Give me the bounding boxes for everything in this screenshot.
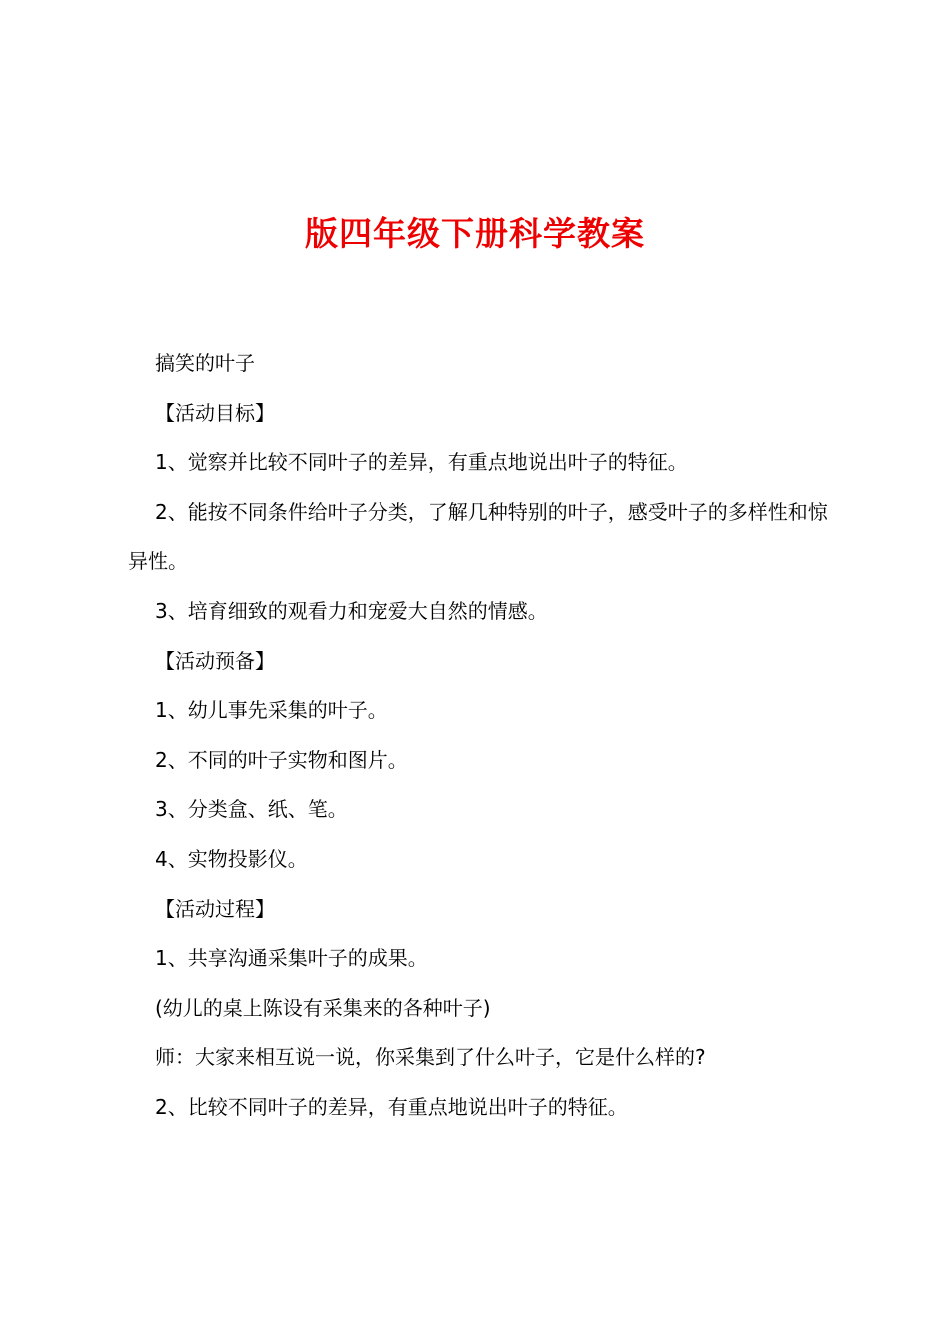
preparation-item: 4、实物投影仪。 [155, 846, 308, 871]
document-title: 版四年级下册科学教案 [305, 214, 645, 253]
goal-item: 1、觉察并比较不同叶子的差异，有重点地说出叶子的特征。 [155, 450, 688, 475]
process-note: (幼儿的桌上陈设有采集来的各种叶子) [155, 995, 491, 1020]
section-label-goals: 【活动目标】 [155, 400, 275, 425]
section-label-process: 【活动过程】 [155, 896, 275, 921]
process-item: 2、比较不同叶子的差异，有重点地说出叶子的特征。 [155, 1094, 628, 1119]
goal-item: 2、能按不同条件给叶子分类，了解几种特别的叶子，感受叶子的多样性和惊异性。 [128, 499, 828, 574]
goal-item: 3、培育细致的观看力和宠爱大自然的情感。 [155, 598, 548, 623]
document-body [128, 339, 840, 1133]
preparation-item: 3、分类盒、纸、笔。 [155, 797, 348, 822]
process-item: 1、共享沟通采集叶子的成果。 [155, 946, 428, 971]
section-label-preparation: 【活动预备】 [155, 648, 275, 673]
preparation-item: 1、幼儿事先采集的叶子。 [155, 698, 388, 723]
teacher-line: 师：大家来相互说一说，你采集到了什么叶子，它是什么样的? [155, 1045, 706, 1070]
section-heading: 搞笑的叶子 [155, 351, 255, 375]
preparation-item: 2、不同的叶子实物和图片。 [155, 747, 408, 772]
